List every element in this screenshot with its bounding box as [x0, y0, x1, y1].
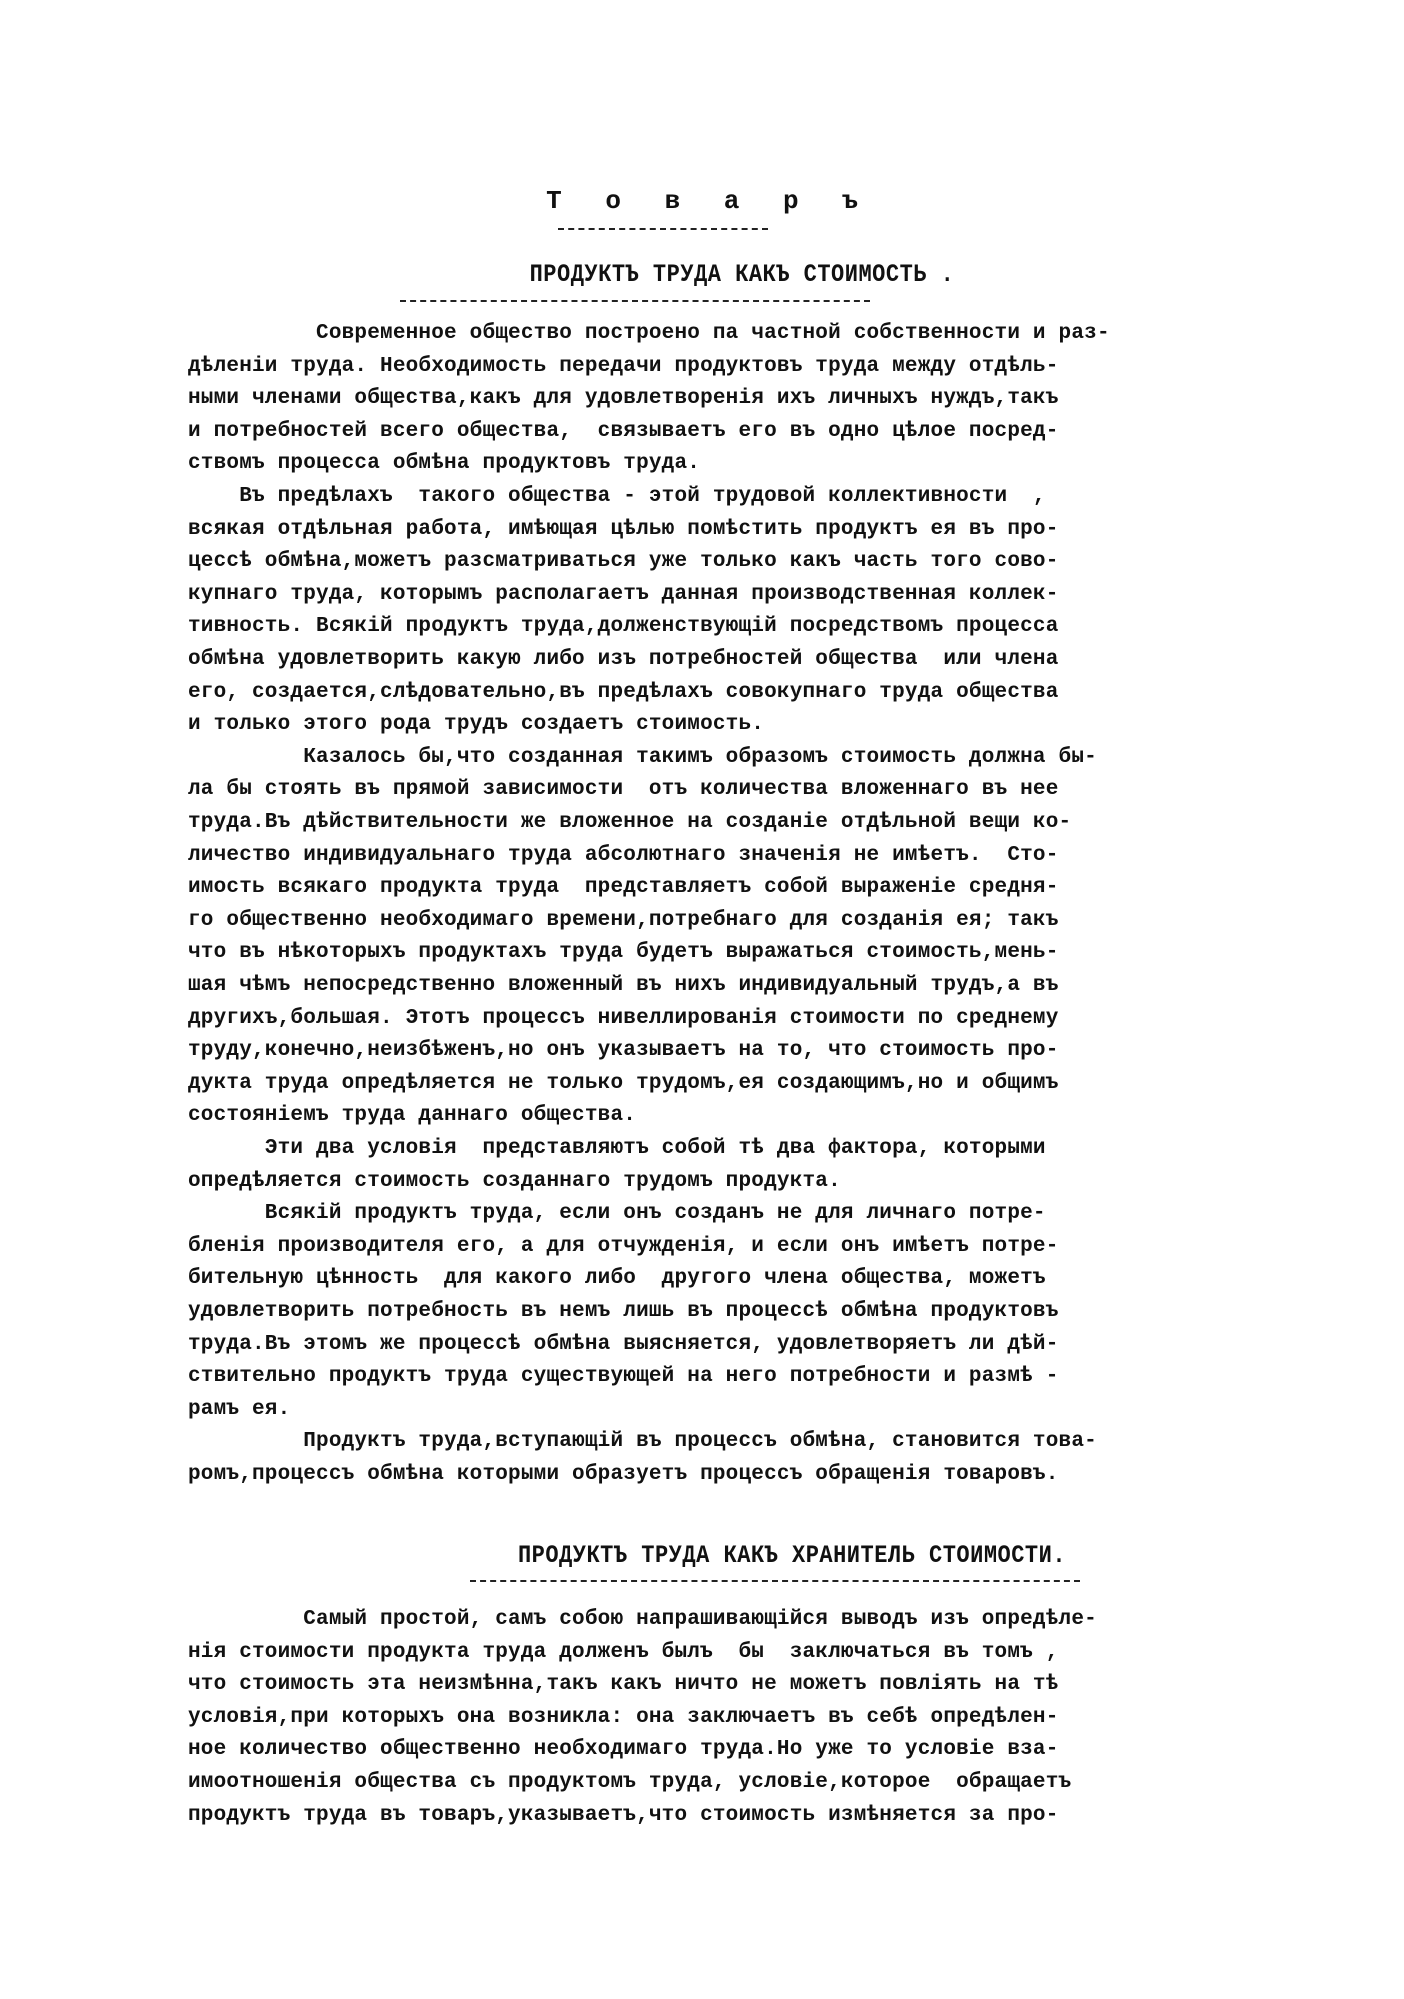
text-line: ромъ,процессъ обмѣна которыми образуетъ процессъ обращенія товаровъ.	[188, 1463, 1059, 1486]
text-line: условія,при которыхъ она возникла: она заключаетъ въ себѣ опредѣлен-	[188, 1705, 1059, 1729]
text-line: рамъ ея.	[188, 1397, 291, 1421]
text-line: труда.Въ дѣйствительности же вложенное на созданіе отдѣльной вещи ко-	[188, 811, 1072, 834]
text-line: купнаго труда, которымъ располагаетъ данная производственная коллек-	[188, 582, 1059, 606]
section-heading-value: ПРОДУКТЪ ТРУДА КАКЪ СТОИМОСТЬ .	[529, 260, 955, 289]
text-line: Современное общество построено па частной собственности и раз-	[188, 322, 1110, 345]
text-line: ными членами общества,какъ для удовлетворенія ихъ личныхъ нуждъ,такъ	[188, 387, 1059, 411]
title-underline	[558, 228, 768, 230]
text-line: и только этого рода трудъ создаетъ стоимость.	[188, 713, 765, 737]
page-title: Т о в а р ъ	[546, 186, 872, 216]
text-line: что стоимость эта неизмѣнна,такъ какъ ничто не можетъ повліять на тѣ	[188, 1673, 1059, 1697]
text-line: и потребностей всего общества, связываетъ его въ одно цѣлое посред-	[188, 419, 1059, 443]
text-line: продуктъ труда въ товаръ,указываетъ,что стоимость измѣняется за про-	[188, 1803, 1059, 1827]
text-line: Въ предѣлахъ такого общества - этой трудовой коллективности ,	[188, 485, 1046, 508]
text-line: личество индивидуальнаго труда абсолютнаго значенія не имѣетъ. Сто-	[188, 843, 1059, 867]
section-heading-underline	[470, 1580, 1080, 1582]
text-line: цессѣ обмѣна,можетъ разсматриваться уже только какъ часть того сово-	[188, 550, 1059, 574]
text-line: дѣленіи труда. Необходимость передачи продуктовъ труда между отдѣль-	[188, 354, 1059, 378]
text-line: ствомъ процесса обмѣна продуктовъ труда.	[188, 452, 701, 476]
text-line: обмѣна удовлетворить какую либо изъ потребностей общества или члена	[188, 648, 1059, 671]
text-line: его, создается,слѣдовательно,въ предѣлахъ совокупнаго труда общества	[188, 680, 1059, 704]
text-line: Всякій продуктъ труда, если онъ созданъ не для личнаго потре-	[188, 1202, 1046, 1226]
text-line: ствительно продуктъ труда существующей на него потребности и размѣ -	[188, 1365, 1059, 1389]
text-line: труда.Въ этомъ же процессѣ обмѣна выясняется, удовлетворяетъ ли дѣй-	[188, 1332, 1059, 1356]
section-heading-storage: ПРОДУКТЪ ТРУДА КАКЪ ХРАНИТЕЛЬ СТОИМОСТИ.	[517, 1541, 1067, 1570]
text-line: удовлетворить потребность въ немъ лишь въ процессѣ обмѣна продуктовъ	[188, 1300, 1059, 1323]
text-line: всякая отдѣльная работа, имѣющая цѣлью помѣстить продуктъ ея въ про-	[188, 517, 1059, 541]
text-line: тивность. Всякій продуктъ труда,долженствующій посредствомъ процесса	[188, 615, 1059, 639]
text-line: дукта труда опредѣляется не только трудомъ,ея создающимъ,но и общимъ	[188, 1071, 1059, 1095]
text-line: ла бы стоять въ прямой зависимости отъ количества вложеннаго въ нее	[188, 778, 1059, 802]
text-line: имость всякаго продукта труда представляетъ собой выраженіе средня-	[188, 876, 1059, 900]
section-heading-underline	[400, 300, 870, 302]
text-line: другихъ,большая. Этотъ процессъ нивеллированія стоимости по среднему	[188, 1006, 1059, 1030]
text-line: Самый простой, самъ собою напрашивающійся выводъ изъ опредѣле-	[188, 1608, 1097, 1631]
text-line: труду,конечно,неизбѣженъ,но онъ указываетъ на то, что стоимость про-	[188, 1039, 1059, 1063]
text-line: Казалось бы,что созданная такимъ образомъ стоимость должна бы-	[188, 745, 1097, 769]
text-line: что въ нѣкоторыхъ продуктахъ труда будетъ выражаться стоимость,мень-	[188, 941, 1059, 965]
text-line: го общественно необходимаго времени,потребнаго для созданія ея; такъ	[188, 908, 1059, 932]
text-line: бительную цѣнность для какого либо другого члена общества, можетъ	[188, 1267, 1046, 1291]
text-line: опредѣляется стоимость созданнаго трудомъ продукта.	[188, 1169, 841, 1193]
text-line: нія стоимости продукта труда долженъ былъ бы заключаться въ томъ ,	[188, 1640, 1059, 1664]
text-line: бленія производителя его, а для отчужденія, и если онъ имѣетъ потре-	[188, 1234, 1059, 1258]
text-line: состояніемъ труда даннаго общества.	[188, 1104, 637, 1128]
text-line: ное количество общественно необходимаго труда.Но уже то условіе вза-	[188, 1738, 1059, 1762]
text-line: шая чѣмъ непосредственно вложенный въ нихъ индивидуальный трудъ,а въ	[188, 974, 1059, 997]
text-line: имоотношенія общества съ продуктомъ труда, условіе,которое обращаетъ	[188, 1771, 1072, 1794]
text-line: Эти два условія представляютъ собой тѣ два фактора, которыми	[188, 1137, 1046, 1160]
text-line: Продуктъ труда,вступающій въ процессъ обмѣна, становится това-	[188, 1430, 1097, 1454]
